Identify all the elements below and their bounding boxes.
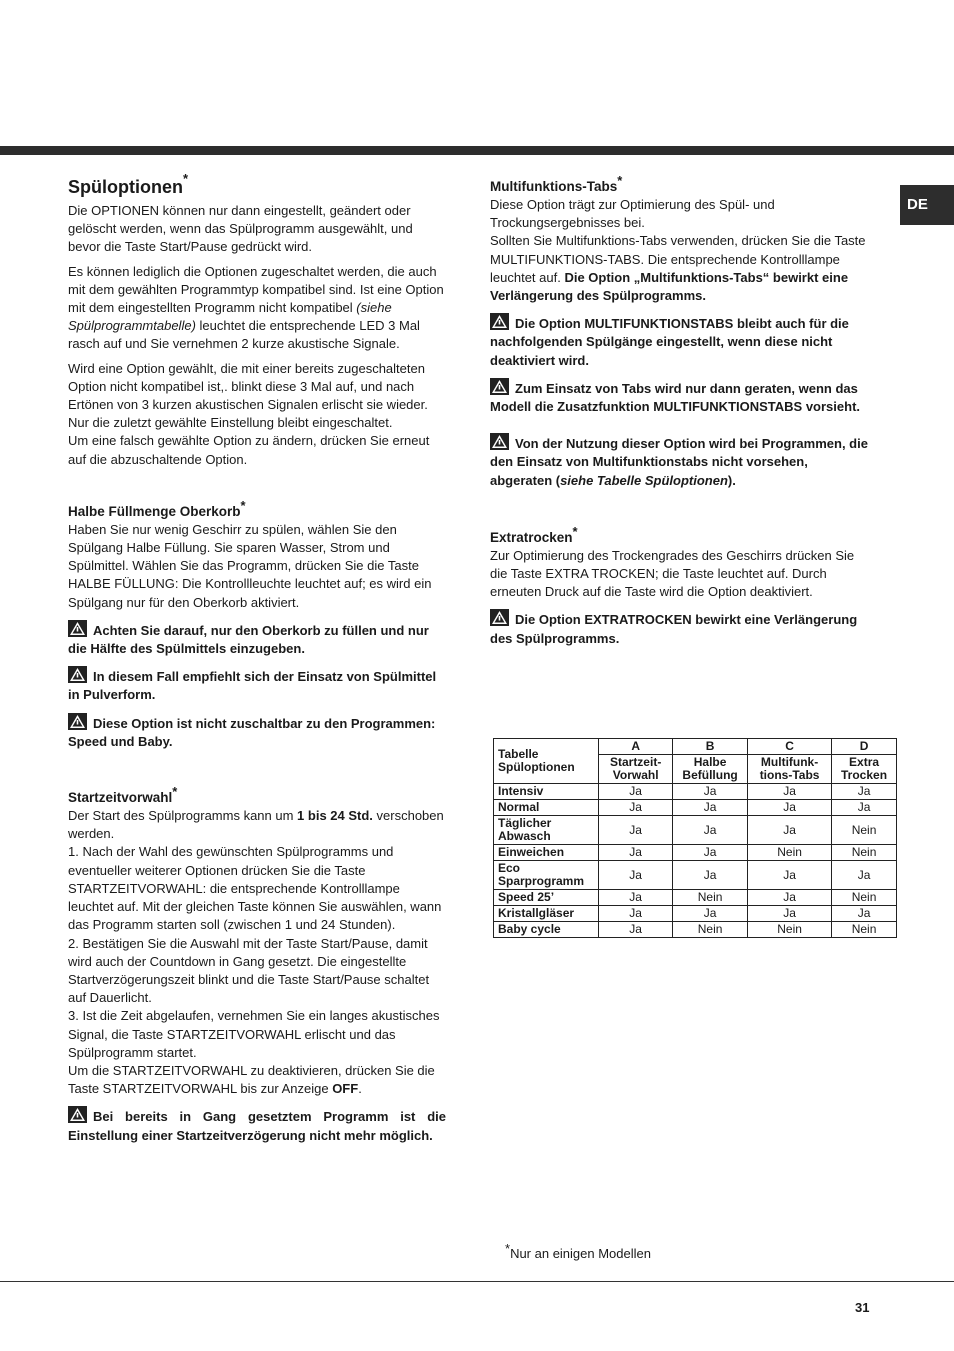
table-cell: Ja — [673, 784, 748, 800]
heading-multifunktions-tabs: Multifunktions-Tabs* — [490, 173, 623, 194]
warning-icon — [68, 620, 87, 637]
row-label: Täglicher Abwasch — [494, 816, 599, 845]
table-cell: Ja — [748, 800, 832, 816]
table-cell: Ja — [599, 800, 673, 816]
table-row — [494, 800, 897, 816]
footnote: *Nur an einigen Modellen — [505, 1241, 651, 1261]
table-cell: Ja — [599, 906, 673, 922]
row-label: Einweichen — [494, 845, 599, 861]
paragraph: Um die STARTZEITVORWAHL zu deaktivieren, drücken Sie die Taste STARTZEITVORWAHL bis zur Anzeige OFF. — [68, 1062, 435, 1097]
table-cell: Nein — [832, 845, 897, 861]
table-cell: Ja — [673, 816, 748, 845]
table-cell: Ja — [832, 906, 897, 922]
table-cell: Ja — [673, 800, 748, 816]
column-letter: B — [673, 739, 748, 755]
table-cell: Ja — [832, 784, 897, 800]
bottom-divider — [0, 1281, 954, 1282]
table-cell: Nein — [832, 816, 897, 845]
row-label: Normal — [494, 800, 599, 816]
column-header: Multifunk-tions-Tabs — [748, 755, 832, 784]
table-cell: Ja — [748, 784, 832, 800]
table-cell: Ja — [673, 906, 748, 922]
warning-note: In diesem Fall empfiehlt sich der Einsatz von Spülmittel in Pulverform. — [68, 666, 446, 704]
table-row — [494, 784, 897, 800]
heading-extratrocken: Extratrocken* — [490, 523, 578, 545]
paragraph: Wird eine Option gewählt, die mit einer bereits zugeschalteten Option nicht kompatibel ist,. blinkt diese 3 Mal auf, und nach Ertönen von 3 kurzen akustischen Signalen erlischt sie wieder. Nur die zuletzt gewählte Einstellung bleibt eingeschaltet. — [68, 360, 428, 431]
row-label: Intensiv — [494, 784, 599, 800]
column-header: Startzeit-Vorwahl — [599, 755, 673, 784]
table-row — [494, 816, 897, 845]
table-cell: Nein — [673, 922, 748, 938]
left-column — [68, 171, 446, 1145]
row-label: Speed 25’ — [494, 890, 599, 906]
table-row — [494, 845, 897, 861]
table-corner: Tabelle Spüloptionen — [494, 739, 599, 784]
table-cell: Ja — [748, 906, 832, 922]
page-number: 31 — [855, 1300, 870, 1315]
table-cell: Ja — [599, 845, 673, 861]
table-cell: Ja — [673, 861, 748, 890]
row-label: Eco Sparprogramm — [494, 861, 599, 890]
right-column — [490, 173, 870, 648]
table-cell: Ja — [832, 800, 897, 816]
warning-note: Bei bereits in Gang gesetztem Programm ist die Einstellung einer Startzeitverzögerung nicht mehr möglich. — [68, 1106, 446, 1144]
column-letter: D — [832, 739, 897, 755]
table-cell: Ja — [599, 816, 673, 845]
paragraph: Der Start des Spülprogramms kann um 1 bis 24 Std. verschoben werden. — [68, 808, 444, 842]
paragraph: Diese Option trägt zur Optimierung des Spül- und Trockungsergebnisses bei. — [490, 197, 775, 231]
language-tab: DE — [900, 185, 954, 225]
table-cell: Ja — [599, 890, 673, 906]
warning-icon — [490, 378, 509, 395]
paragraph: Sollten Sie Multifunktions-Tabs verwenden, drücken Sie die Taste MULTIFUNKTIONS-TABS. Die entsprechende Kontrolllampe leuchtet auf. Die Option „Multifunktions-Tabs“ bewirkt eine Verlängerung des Spülprogramms. — [490, 233, 866, 304]
table-cell: Ja — [832, 861, 897, 890]
table-cell: Nein — [748, 845, 832, 861]
paragraph: Haben Sie nur wenig Geschirr zu spülen, wählen Sie den Spülgang Halbe Füllung. Sie sparen Wasser, Strom und Spülmittel. Wählen Sie das Programm, drücken Sie die Taste HALBE FÜLLUNG: Die Kontrollleuchte leuchtet auf; es wird ein Spülgang nur für den Oberkorb aktiviert. — [68, 521, 432, 610]
table-cell: Ja — [673, 845, 748, 861]
column-letter: A — [599, 739, 673, 755]
warning-note: Die Option MULTIFUNKTIONSTABS bleibt auch für die nachfolgenden Spülgänge eingestellt, wenn diese nicht deaktiviert wird. — [490, 313, 870, 370]
warning-icon — [490, 433, 509, 450]
table-cell: Nein — [832, 890, 897, 906]
paragraph: Zur Optimierung des Trockengrades des Geschirrs drücken Sie die Taste EXTRA TROCKEN; die Taste leuchtet auf. Durch erneuten Druck auf die Taste wird die Option deaktiviert. — [490, 547, 855, 600]
table-cell: Ja — [599, 784, 673, 800]
paragraph: 3. Ist die Zeit abgelaufen, vernehmen Sie ein langes akustisches Signal, die Taste STARTZEITVORWAHL erlischt und das Spülprogramm startet. — [68, 1008, 440, 1060]
table-cell: Ja — [748, 816, 832, 845]
warning-note: Diese Option ist nicht zuschaltbar zu den Programmen: Speed und Baby. — [68, 713, 446, 751]
paragraph: 2. Bestätigen Sie die Auswahl mit der Taste Start/Pause, damit wird auch der Countdown in Gang gesetzt. Die eingestellte Startverzögerungszeit blinkt und die Taste Start/Pause schaltet auf Dauerlicht. — [68, 935, 430, 1006]
warning-note: Die Option EXTRATROCKEN bewirkt eine Verlängerung des Spülprogramms. — [490, 609, 870, 647]
table-row — [494, 861, 897, 890]
warning-icon — [68, 1106, 87, 1123]
warning-icon — [490, 313, 509, 330]
top-bar — [0, 146, 954, 155]
paragraph: Die OPTIONEN können nur dann eingestellt, geändert oder gelöscht werden, wenn das Spülprogramm ausgewählt, und bevor die Taste Start/Pause gedrückt wird. — [68, 203, 413, 255]
warning-icon — [68, 666, 87, 683]
warning-icon — [68, 713, 87, 730]
paragraph: Um eine falsch gewählte Option zu ändern, drücken Sie erneut auf die abzuschaltende Option. — [68, 433, 430, 467]
table-row — [494, 906, 897, 922]
table-cell: Ja — [748, 861, 832, 890]
warning-note: Achten Sie darauf, nur den Oberkorb zu füllen und nur die Hälfte des Spülmittels einzugeben. — [68, 620, 446, 658]
column-header: Halbe Befüllung — [673, 755, 748, 784]
table-row — [494, 922, 897, 938]
heading-startzeitvorwahl: Startzeitvorwahl* — [68, 784, 178, 806]
warning-note: Von der Nutzung dieser Option wird bei Programmen, die den Einsatz von Multifunktionstabs nicht vorsehen, abgeraten (siehe Tabelle Spüloptionen). — [490, 433, 870, 490]
table-cell: Ja — [599, 861, 673, 890]
table-cell: Nein — [832, 922, 897, 938]
row-label: Baby cycle — [494, 922, 599, 938]
row-label: Kristallgläser — [494, 906, 599, 922]
warning-note: Zum Einsatz von Tabs wird nur dann geraten, wenn das Modell die Zusatzfunktion MULTIFUNKTIONSTABS vorsieht. — [490, 378, 870, 416]
paragraph: 1. Nach der Wahl des gewünschten Spülprogramms und eventueller weiterer Optionen drücken Sie die Taste STARTZEITVORWAHL: die entsprechende Kontrolllampe leuchtet auf. Mit der gleichen Taste können Sie auswählen, wann das Programm starten soll (zwischen 1 und 24 Stunden). — [68, 844, 442, 933]
column-header: Extra Trocken — [832, 755, 897, 784]
warning-icon — [490, 609, 509, 626]
table-row — [494, 890, 897, 906]
table-cell: Nein — [673, 890, 748, 906]
options-table — [493, 738, 897, 938]
section-title: Spüloptionen* — [68, 171, 189, 197]
table-cell: Ja — [748, 890, 832, 906]
column-letter: C — [748, 739, 832, 755]
table-cell: Nein — [748, 922, 832, 938]
heading-halbe-fuellmenge: Halbe Füllmenge Oberkorb* — [68, 497, 246, 519]
paragraph: Es können lediglich die Optionen zugeschaltet werden, die auch mit dem gewählten Programmtyp kompatibel sind. Ist eine Option mit dem eingestellten Programm nicht kompatibel (siehe Spülprogrammtabelle) leuchtet die entsprechende LED 3 Mal rasch auf und Sie vernehmen 2 kurze akustische Signale. — [68, 263, 444, 352]
table-cell: Ja — [599, 922, 673, 938]
